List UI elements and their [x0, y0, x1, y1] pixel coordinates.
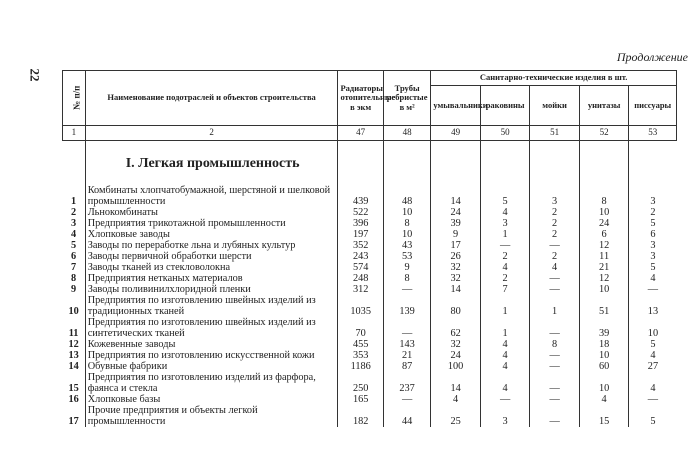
cell-c52: 51 [579, 295, 629, 317]
cell-c47: 1035 [338, 295, 383, 317]
cell-c47: 1186 [338, 361, 383, 372]
table-row [63, 317, 677, 339]
cell-c48: 10 [383, 207, 430, 218]
cell-c53: — [629, 284, 677, 295]
cell-c53: 5 [629, 262, 677, 273]
table-row [63, 339, 677, 350]
header-sanitary-group: Санитарно-технические изделия в шт. [431, 71, 677, 86]
cell-c50: 3 [480, 405, 530, 427]
cell-c52: 11 [579, 251, 629, 262]
row-index: 2 [71, 207, 77, 218]
table-row [63, 251, 677, 262]
column-number: 53 [629, 126, 677, 141]
header-name: Наименование подотраслей и объектов строительства [85, 71, 338, 126]
row-name: Предприятия по изготовлению швейных изделий из синтетических тканей [85, 317, 338, 339]
row-index: 13 [68, 350, 79, 361]
row-name: Предприятия по изготовлению изделий из фарфора, фаянса и стекла [85, 372, 338, 394]
cell-c49: 14 [431, 284, 481, 295]
row-name: Прочие предприятия и объекты легкой промышленности [85, 405, 338, 427]
cell-c53: 4 [629, 372, 677, 394]
row-name: Предприятия трикотажной промышленности [85, 218, 338, 229]
cell-c48: 10 [383, 229, 430, 240]
header-index: № п/п [63, 71, 86, 126]
cell-c48: 143 [383, 339, 430, 350]
header-pipes: Трубы ребристые в м² [383, 71, 430, 126]
page-number: 22 [27, 68, 43, 82]
row-index: 16 [68, 394, 79, 405]
table-row [63, 405, 677, 427]
cell-c50: 3 [480, 218, 530, 229]
cell-c52: 10 [579, 372, 629, 394]
cell-c51: — [530, 405, 580, 427]
cell-c50: 4 [480, 339, 530, 350]
cell-c49: 14 [431, 372, 481, 394]
cell-c52: 6 [579, 229, 629, 240]
cell-c48: 43 [383, 240, 430, 251]
cell-c50: — [480, 394, 530, 405]
table-row [63, 372, 677, 394]
cell-c49: 100 [431, 361, 481, 372]
cell-c53: 3 [629, 251, 677, 262]
cell-c52: 4 [579, 394, 629, 405]
row-index: 12 [68, 339, 79, 350]
row-name: Хлопковые заводы [85, 229, 338, 240]
cell-c48: 53 [383, 251, 430, 262]
cell-c52: 10 [579, 284, 629, 295]
row-index: 10 [68, 306, 79, 317]
cell-c47: 250 [338, 372, 383, 394]
row-name: Хлопковые базы [85, 394, 338, 405]
cell-c51: 4 [530, 262, 580, 273]
cell-c50: 1 [480, 229, 530, 240]
header-radiators: Радиаторы отопительные в экм [338, 71, 383, 126]
table-row [63, 394, 677, 405]
cell-c51: 2 [530, 229, 580, 240]
table-row [63, 185, 677, 207]
cell-c53: 3 [629, 240, 677, 251]
row-name: Комбинаты хлопчатобумажной, шерстяной и шелковой промышленности [85, 185, 338, 207]
section-title: I. Легкая промышленность [85, 141, 338, 186]
cell-c48: 48 [383, 185, 430, 207]
cell-c51: 2 [530, 207, 580, 218]
row-name: Заводы по переработке льна и лубяных культур [85, 240, 338, 251]
cell-c47: 70 [338, 317, 383, 339]
cell-c48: 237 [383, 372, 430, 394]
cell-c53: — [629, 394, 677, 405]
table-row [63, 229, 677, 240]
cell-c52: 8 [579, 185, 629, 207]
row-index: 15 [68, 383, 79, 394]
data-table [62, 70, 677, 427]
cell-c51: 3 [530, 185, 580, 207]
column-number-row [63, 126, 677, 141]
column-number: 49 [431, 126, 481, 141]
cell-c49: 4 [431, 394, 481, 405]
cell-c51: — [530, 284, 580, 295]
cell-c49: 39 [431, 218, 481, 229]
cell-c48: — [383, 284, 430, 295]
cell-c53: 5 [629, 218, 677, 229]
cell-c50: 4 [480, 350, 530, 361]
cell-c53: 27 [629, 361, 677, 372]
cell-c48: — [383, 317, 430, 339]
column-number: 50 [480, 126, 530, 141]
cell-c53: 5 [629, 405, 677, 427]
cell-c53: 3 [629, 185, 677, 207]
row-name: Предприятия по изготовлению искусственной кожи [85, 350, 338, 361]
row-index: 9 [71, 284, 77, 295]
cell-c52: 10 [579, 207, 629, 218]
cell-c52: 12 [579, 240, 629, 251]
cell-c51: — [530, 317, 580, 339]
cell-c48: 8 [383, 218, 430, 229]
cell-c53: 5 [629, 339, 677, 350]
row-name: Обувные фабрики [85, 361, 338, 372]
cell-c47: 165 [338, 394, 383, 405]
cell-c47: 396 [338, 218, 383, 229]
cell-c51: 1 [530, 295, 580, 317]
cell-c50: 7 [480, 284, 530, 295]
cell-c51: — [530, 240, 580, 251]
column-number: 2 [85, 126, 338, 141]
cell-c52: 21 [579, 262, 629, 273]
cell-c53: 4 [629, 273, 677, 284]
cell-c49: 80 [431, 295, 481, 317]
table-row [63, 262, 677, 273]
column-number: 48 [383, 126, 430, 141]
row-name: Предприятия по изготовлению швейных изделий из традиционных тканей [85, 295, 338, 317]
row-index: 4 [71, 229, 77, 240]
cell-c47: 352 [338, 240, 383, 251]
cell-c47: 574 [338, 262, 383, 273]
cell-c49: 24 [431, 350, 481, 361]
cell-c48: 21 [383, 350, 430, 361]
column-number: 52 [579, 126, 629, 141]
cell-c47: 439 [338, 185, 383, 207]
continuation-label: Продолжение [616, 50, 688, 64]
header-sinks: раковины [480, 86, 530, 126]
cell-c51: 2 [530, 251, 580, 262]
row-name: Предприятия нетканых материалов [85, 273, 338, 284]
cell-c50: 4 [480, 372, 530, 394]
cell-c49: 24 [431, 207, 481, 218]
cell-c48: — [383, 394, 430, 405]
cell-c50: 5 [480, 185, 530, 207]
cell-c47: 522 [338, 207, 383, 218]
cell-c47: 312 [338, 284, 383, 295]
cell-c50: 4 [480, 361, 530, 372]
cell-c49: 26 [431, 251, 481, 262]
row-index: 3 [71, 218, 77, 229]
cell-c47: 197 [338, 229, 383, 240]
cell-c50: 4 [480, 262, 530, 273]
cell-c49: 9 [431, 229, 481, 240]
cell-c47: 182 [338, 405, 383, 427]
row-name: Заводы первичной обработки шерсти [85, 251, 338, 262]
row-index: 6 [71, 251, 77, 262]
row-name: Льнокомбинаты [85, 207, 338, 218]
table-row [63, 218, 677, 229]
cell-c48: 9 [383, 262, 430, 273]
cell-c49: 32 [431, 273, 481, 284]
cell-c51: — [530, 372, 580, 394]
row-name: Кожевенные заводы [85, 339, 338, 350]
cell-c51: — [530, 361, 580, 372]
cell-c50: 2 [480, 273, 530, 284]
cell-c53: 2 [629, 207, 677, 218]
cell-c50: 1 [480, 295, 530, 317]
column-number: 47 [338, 126, 383, 141]
cell-c52: 24 [579, 218, 629, 229]
table-row [63, 295, 677, 317]
cell-c52: 60 [579, 361, 629, 372]
cell-c52: 18 [579, 339, 629, 350]
row-name: Заводы поливинилхлоридной пленки [85, 284, 338, 295]
cell-c48: 8 [383, 273, 430, 284]
cell-c50: 2 [480, 251, 530, 262]
cell-c53: 6 [629, 229, 677, 240]
cell-c51: — [530, 350, 580, 361]
cell-c51: 2 [530, 218, 580, 229]
row-index: 11 [68, 328, 79, 339]
cell-c49: 32 [431, 262, 481, 273]
column-number: 51 [530, 126, 580, 141]
cell-c47: 248 [338, 273, 383, 284]
row-name: Заводы тканей из стекловолокна [85, 262, 338, 273]
cell-c47: 455 [338, 339, 383, 350]
header-washers: мойки [530, 86, 580, 126]
table-row [63, 350, 677, 361]
table-row [63, 240, 677, 251]
cell-c48: 87 [383, 361, 430, 372]
cell-c52: 10 [579, 350, 629, 361]
table-row [63, 284, 677, 295]
cell-c48: 44 [383, 405, 430, 427]
cell-c53: 10 [629, 317, 677, 339]
table-row [63, 361, 677, 372]
row-index: 5 [71, 240, 77, 251]
cell-c49: 32 [431, 339, 481, 350]
header-toilets: унитазы [579, 86, 629, 126]
cell-c49: 62 [431, 317, 481, 339]
cell-c51: 8 [530, 339, 580, 350]
cell-c50: — [480, 240, 530, 251]
section-row [63, 141, 677, 186]
cell-c47: 243 [338, 251, 383, 262]
header-washbasins: умывальники [431, 86, 481, 126]
cell-c52: 15 [579, 405, 629, 427]
cell-c50: 4 [480, 207, 530, 218]
row-index: 17 [68, 416, 79, 427]
row-index: 7 [71, 262, 77, 273]
cell-c52: 39 [579, 317, 629, 339]
cell-c51: — [530, 394, 580, 405]
cell-c53: 4 [629, 350, 677, 361]
row-index: 8 [71, 273, 77, 284]
table-row [63, 207, 677, 218]
row-index: 14 [68, 361, 79, 372]
table-row [63, 273, 677, 284]
cell-c49: 25 [431, 405, 481, 427]
cell-c49: 17 [431, 240, 481, 251]
header-urinals: писсуары [629, 86, 677, 126]
cell-c53: 13 [629, 295, 677, 317]
cell-c49: 14 [431, 185, 481, 207]
cell-c47: 353 [338, 350, 383, 361]
column-number: 1 [63, 126, 86, 141]
cell-c51: — [530, 273, 580, 284]
cell-c52: 12 [579, 273, 629, 284]
cell-c48: 139 [383, 295, 430, 317]
row-index: 1 [71, 196, 77, 207]
cell-c50: 1 [480, 317, 530, 339]
